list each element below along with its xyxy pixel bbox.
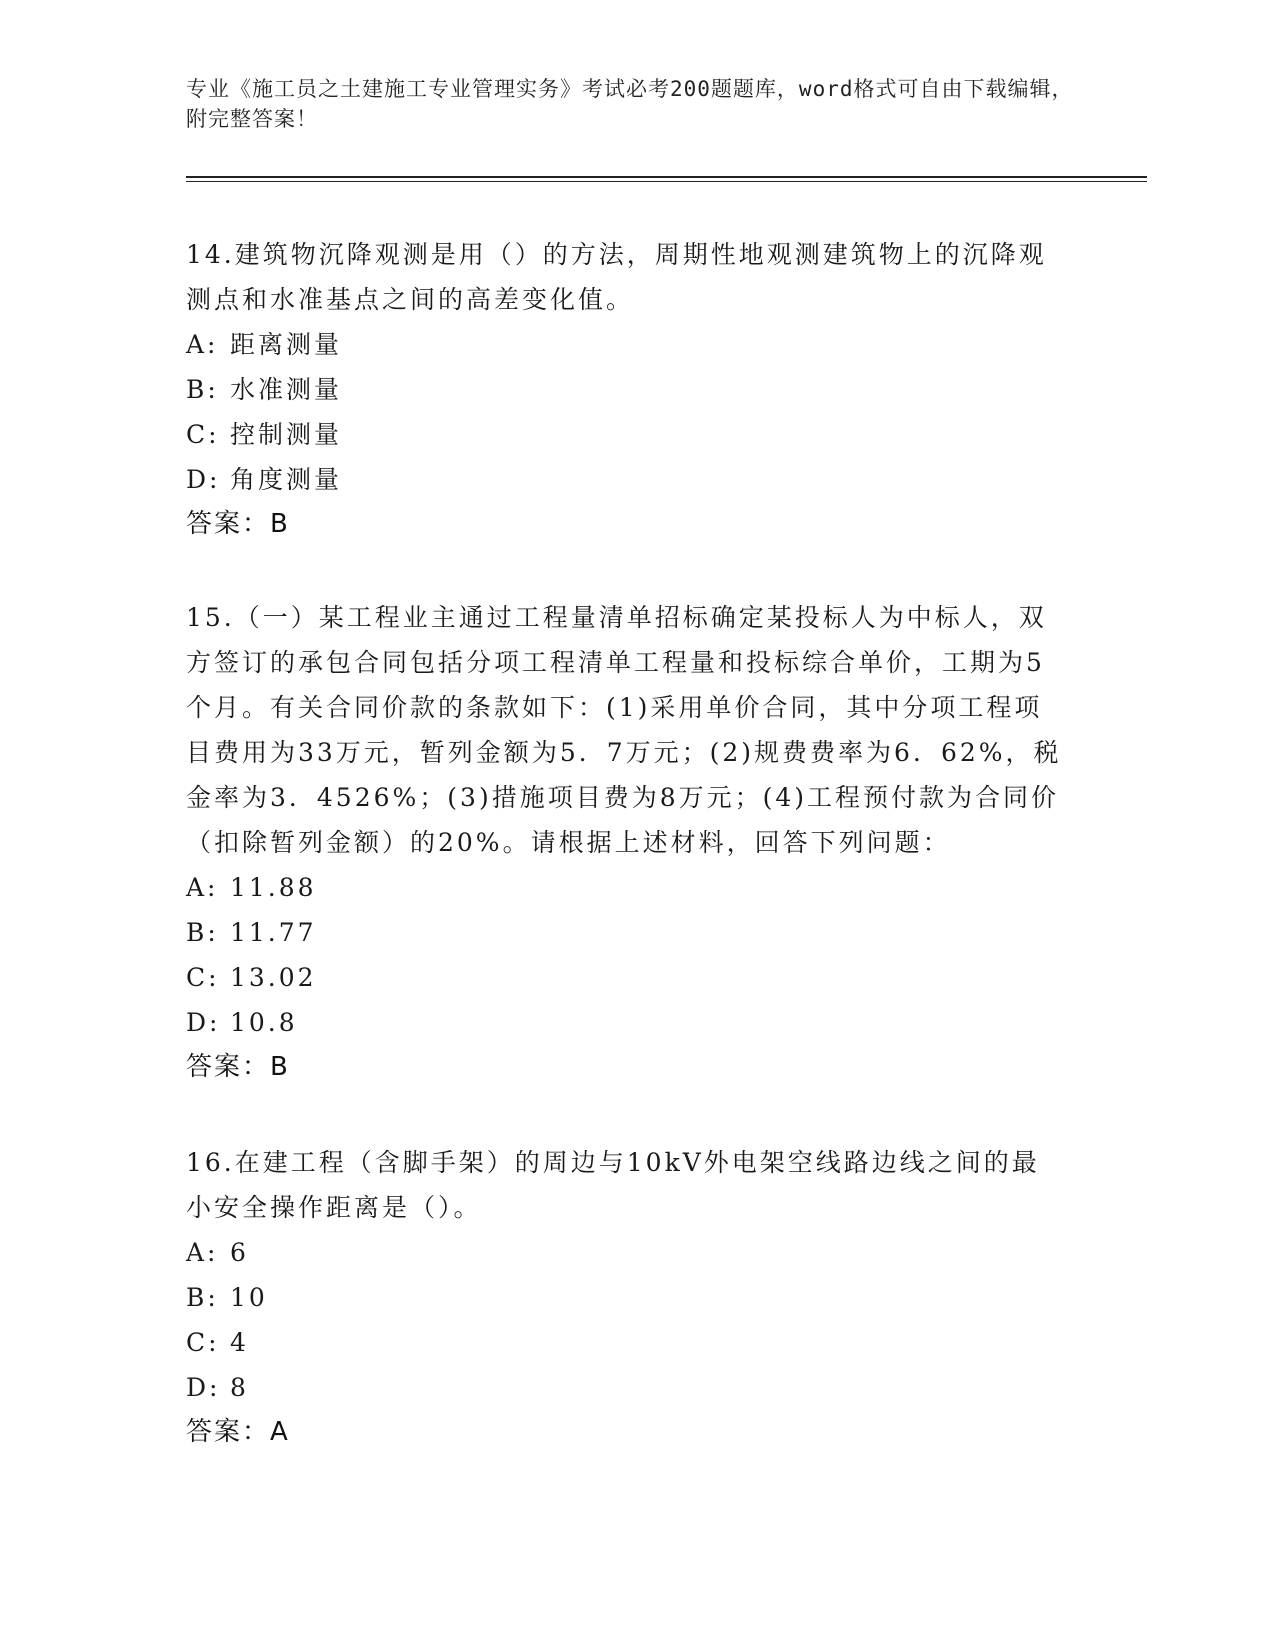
option-a [186,865,1066,910]
option-list [186,1230,1066,1410]
question-14 [186,232,1066,547]
option-letter: A: [186,873,219,902]
option-list [186,865,1066,1045]
option-text: 控制测量 [230,420,343,449]
option-text: 4 [230,1328,249,1357]
option-text: 8 [230,1373,249,1402]
option-text: 11.88 [230,873,317,902]
option-text: 10.8 [230,1008,298,1037]
option-letter: B: [186,1283,219,1312]
option-b [186,1275,1066,1320]
option-text: 角度测量 [230,465,343,494]
option-letter: D: [186,1008,221,1037]
option-list [186,322,1066,502]
option-letter: A: [186,330,219,359]
header-divider-thick [186,176,1147,178]
option-a [186,1230,1066,1275]
option-text: 距离测量 [230,330,343,359]
document-header: 专业《施工员之土建施工专业管理实务》考试必考200题题库，word格式可自由下载编辑，附完整答案！ [186,77,1074,131]
option-text: 水准测量 [230,375,343,404]
option-text: 10 [230,1283,268,1312]
option-b [186,367,1066,412]
option-letter: B: [186,918,219,947]
option-text: 13.02 [230,963,317,992]
option-c [186,955,1066,1000]
answer-line: 答案：B [186,509,290,539]
option-letter: B: [186,375,219,404]
header-divider-thin [186,181,1147,182]
option-letter: D: [186,1373,221,1402]
option-text: 6 [230,1238,249,1267]
option-b [186,910,1066,955]
option-d [186,1365,1066,1410]
option-letter: C: [186,963,220,992]
question-stem: 14.建筑物沉降观测是用（）的方法，周期性地观测建筑物上的沉降观测点和水准基点之间的高差变化值。 [186,240,1047,314]
option-d [186,1000,1066,1045]
option-d [186,457,1066,502]
option-c [186,1320,1066,1365]
option-a [186,322,1066,367]
option-letter: D: [186,465,221,494]
option-text: 11.77 [230,918,317,947]
option-letter: A: [186,1238,219,1267]
option-c [186,412,1066,457]
question-stem: 15.（一）某工程业主通过工程量清单招标确定某投标人为中标人，双方签订的承包合同包括分项工程清单工程量和投标综合单价，工期为5个月。有关合同价款的条款如下：(1)采用单价合同，其中分项工程项目费用为33万元，暂列金额为5．7万元；(2)规费费率为6．62%，税金率为3．4526%；(3)措施项目费为8万元；(4)工程预付款为合同价（扣除暂列金额）的20%。请根据上述材料，回答下列问题： [186,603,1062,857]
answer-line: 答案：A [186,1417,290,1447]
option-letter: C: [186,420,220,449]
answer-line: 答案：B [186,1052,290,1082]
question-15 [186,595,1066,1090]
question-stem: 16.在建工程（含脚手架）的周边与10kV外电架空线路边线之间的最小安全操作距离是（）。 [186,1148,1040,1222]
question-16 [186,1140,1066,1455]
option-letter: C: [186,1328,220,1357]
